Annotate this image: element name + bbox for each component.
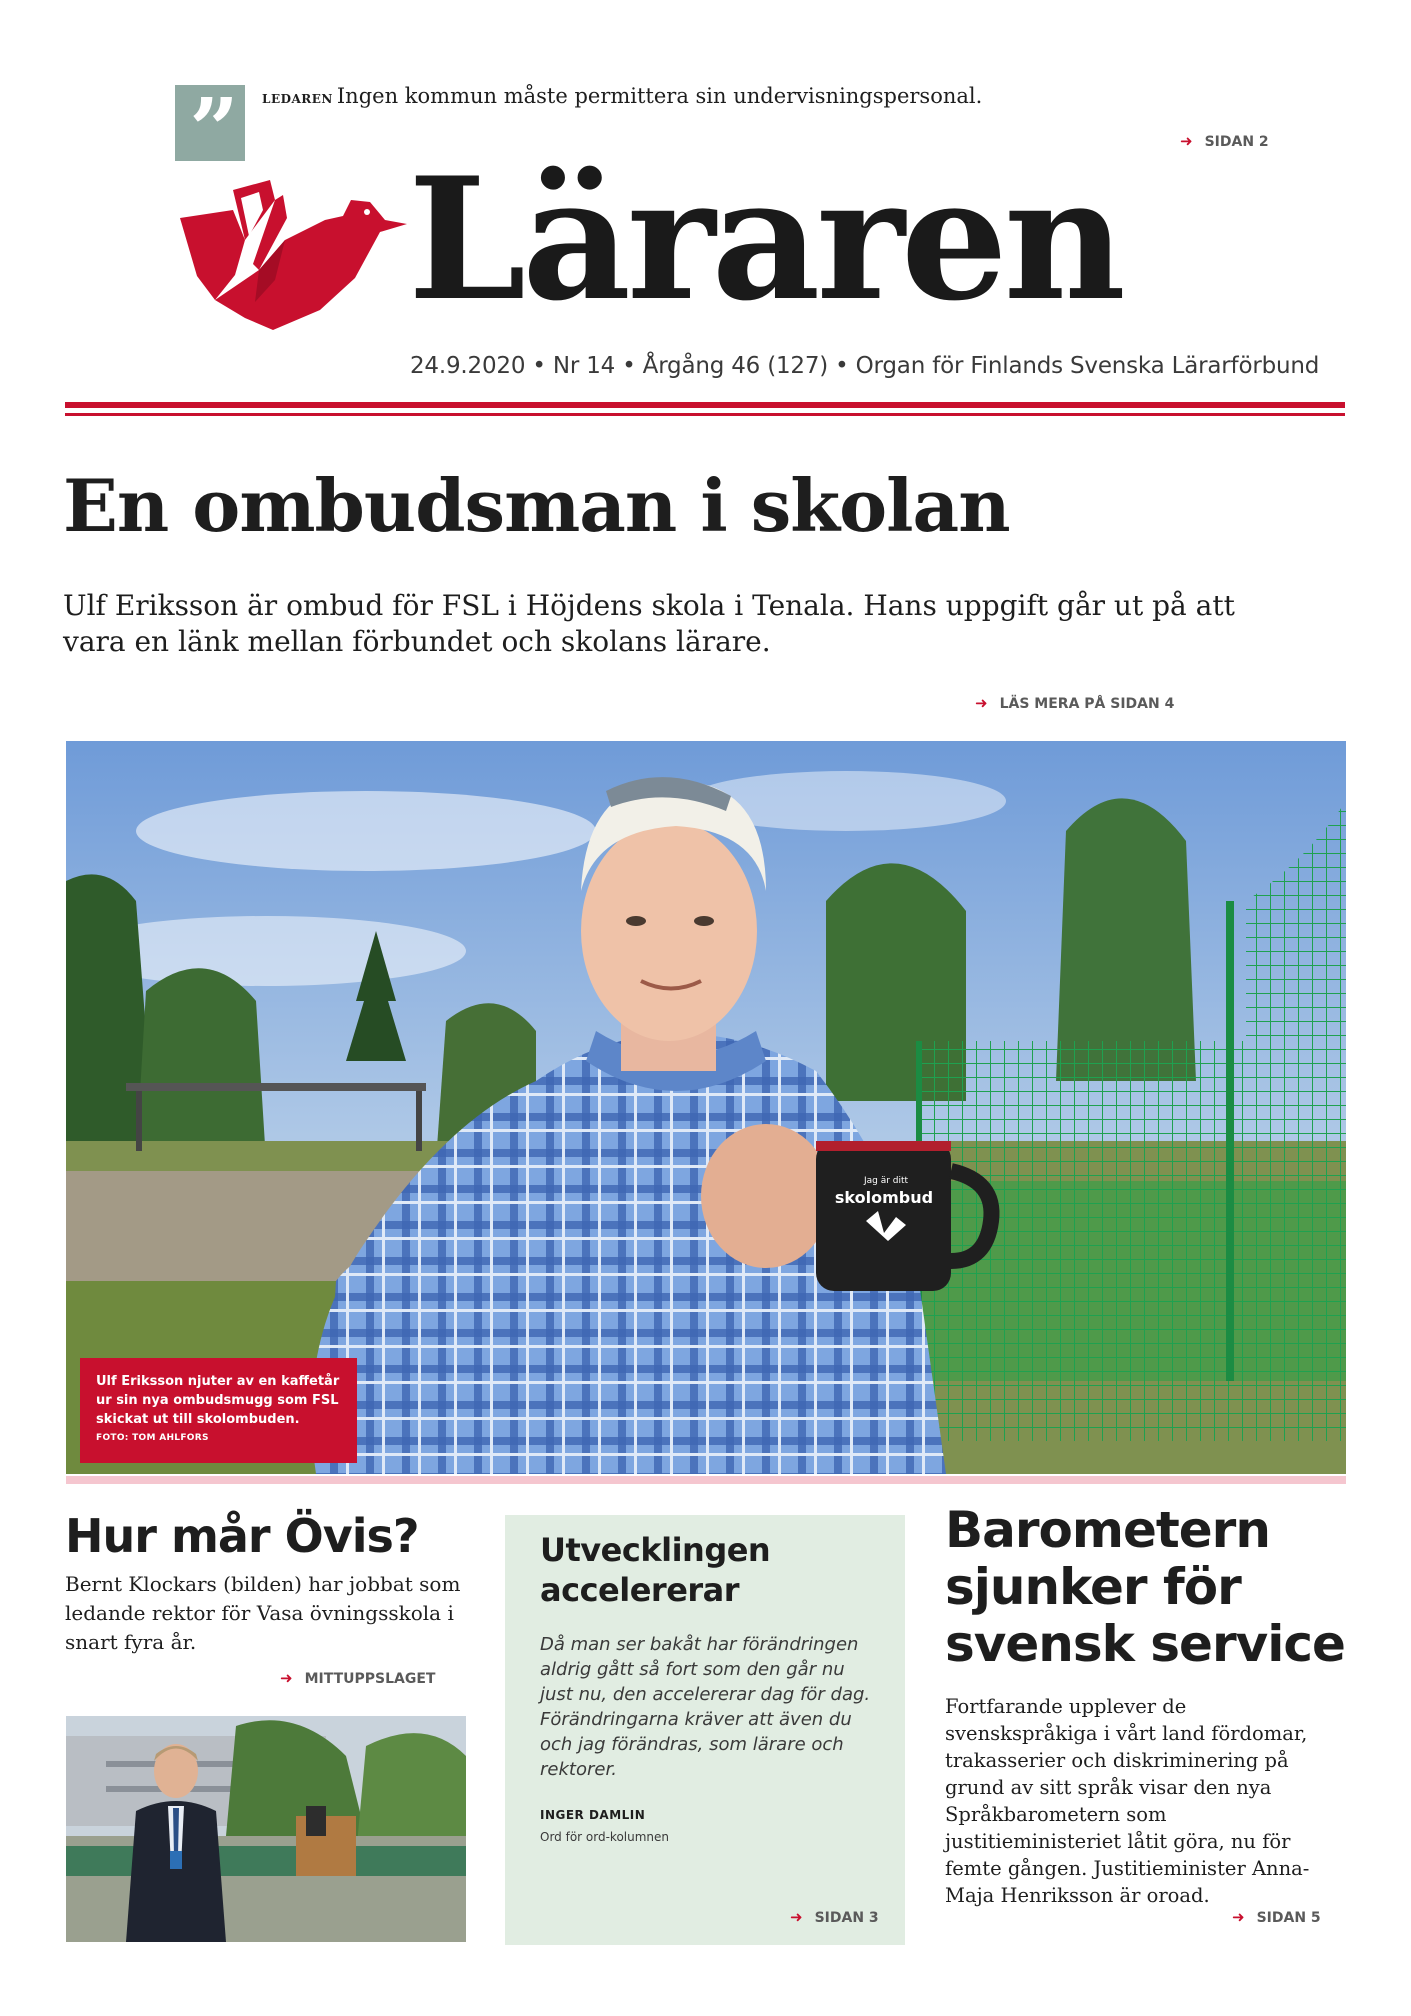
lead-headline[interactable]: En ombudsman i skolan (63, 463, 1010, 548)
col2-title[interactable]: Utvecklingen accelererar (540, 1531, 771, 1609)
issue-line: 24.9.2020 • Nr 14 • Årgång 46 (127) • Organ för Finlands Svenska Lärarförbund (410, 353, 1320, 379)
quote-icon: ” (175, 85, 245, 161)
photo-caption (80, 1358, 357, 1463)
col1-body: Bernt Klockars (bilden) har jobbat som ledande rektor för Vasa övningsskola i snart fyra år. (65, 1572, 461, 1654)
teaser-text: Ingen kommun måste permittera sin undervisningspersonal. (336, 84, 983, 108)
page-ref-col2[interactable]: ➜ SIDAN 3 (790, 1908, 879, 1926)
col2-body: Då man ser bakåt har förändringen aldrig gått så fort som den går nu just nu, den accelererar dag för dag. Förändringarna kräver att även du och jag förändras, som lärare och rektorer. (540, 1634, 871, 1780)
column-author: INGER DAMLIN (540, 1808, 646, 1822)
mug-text-small: Jag är ditt (863, 1176, 909, 1186)
arrow-right-icon: ➜ (280, 1669, 293, 1687)
page-ref-col1[interactable]: ➜ MITTUPPSLAGET (280, 1669, 436, 1687)
page-ref-lead[interactable]: ➜ LÄS MERA PÅ SIDAN 4 (975, 694, 1175, 712)
arrow-right-icon: ➜ (1232, 1908, 1245, 1926)
klockars-photo (66, 1716, 466, 1942)
col3-body: Fortfarande upplever de svenskspråkiga i vårt land fördomar, trakasserier och diskriminering på grund av sitt språk visar den nya Språkbarometern som justitieministeriet låtit göra, nu för femte gången. Justitieminister Anna-Maja Henriksson är oroad. (945, 1695, 1310, 1907)
divider (65, 402, 1345, 408)
col3-title[interactable]: Barometern sjunker för svensk service (945, 1501, 1345, 1673)
divider (66, 1476, 1346, 1484)
section-tag: LEDAREN (262, 92, 333, 106)
page-ref-editorial[interactable]: ➜ SIDAN 2 (1180, 132, 1269, 150)
arrow-right-icon: ➜ (1180, 132, 1193, 150)
page-ref-col3[interactable]: ➜ SIDAN 5 (1232, 1908, 1321, 1926)
lead-paragraph: Ulf Eriksson är ombud för FSL i Höjdens skola i Tenala. Hans uppgift går ut på att vara en länk mellan förbundet och skolans lärare. (63, 589, 1235, 658)
mug-text: skolombud (834, 1188, 934, 1207)
caption-text: Ulf Eriksson njuter av en kaffetår ur sin nya ombudsmugg som FSL skickat ut till skolombuden. (96, 1374, 340, 1427)
editorial-teaser[interactable] (262, 84, 982, 108)
photo-credit: FOTO: TOM AHLFORS (96, 1433, 209, 1443)
divider (65, 413, 1345, 416)
arrow-right-icon: ➜ (975, 694, 988, 712)
red-bird-book-logo-icon (175, 180, 410, 335)
masthead-title: Läraren (408, 140, 1122, 338)
arrow-right-icon: ➜ (790, 1908, 803, 1926)
col1-title[interactable]: Hur mår Övis? (65, 1509, 419, 1563)
column-role: Ord för ord-kolumnen (540, 1830, 670, 1844)
